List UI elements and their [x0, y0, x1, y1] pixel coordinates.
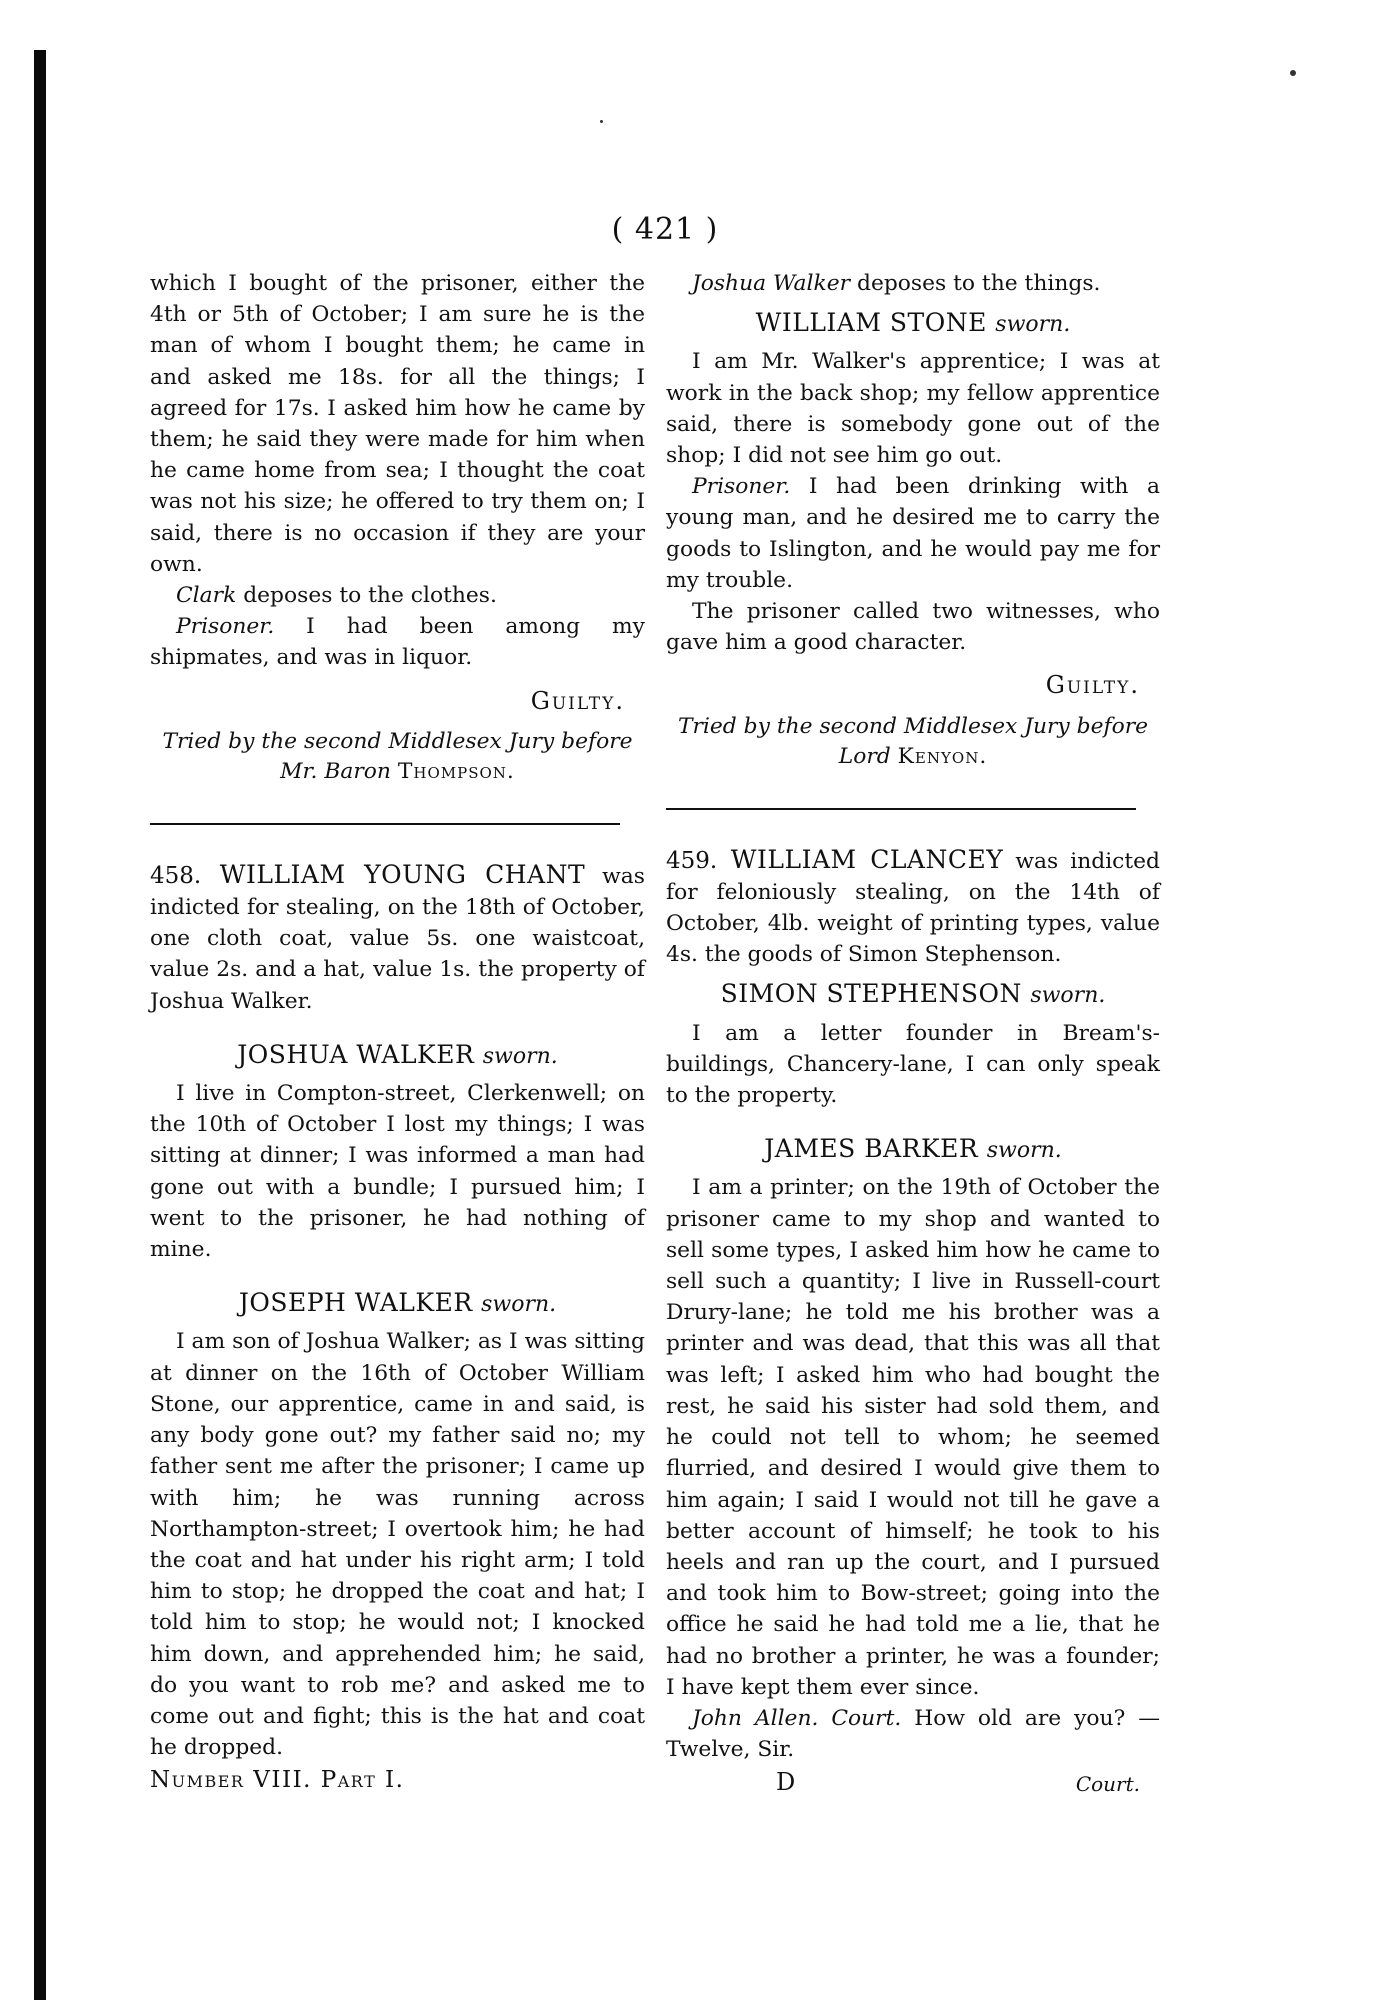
catchword: Court. — [1075, 1772, 1140, 1797]
witness-name: John Allen. — [692, 1705, 819, 1731]
witness-heading: WILLIAM STONE sworn. — [755, 308, 1071, 338]
judge-name: Thompson. — [397, 758, 515, 784]
prisoner-statement: Prisoner. I had been among my shipmates, and was in liquor. — [150, 614, 645, 671]
left-column — [150, 268, 645, 1797]
section-divider — [666, 808, 1136, 810]
witness-heading: JOSHUA WALKER sworn. — [237, 1039, 558, 1069]
verdict: Guilty. — [530, 686, 625, 715]
prisoner-label: Prisoner. — [176, 614, 275, 640]
case-number: 458. — [150, 862, 202, 889]
testimony-paragraph: I am a printer; on the 19th of October the prisoner came to my shop and wanted to sell some types, I asked him how he came to sell such a quantity; I live in Russell-court Drury-lane; he told me his brother was a printer and was dead, that this was all that was left; I asked him who had bought the rest, he said his sister had sold them, and he could not tell to whom; he seemed flurried, and desired I would give them to him again; I said I would not till he gave a better account of himself; he took to his heels and ran up the court, and I pursued and took him to Bow-street; going into the office he said he had told me a lie, that he had no brother a printer, he was a founder; I have kept them ever since. — [666, 1175, 1160, 1700]
deposition-paragraph: Clark deposes to the clothes. — [176, 583, 497, 609]
testimony-paragraph: I am Mr. Walker's apprentice; I was at work in the back shop; my fellow apprentice said, there is somebody gone out of the shop; I did not see him go out. — [666, 349, 1160, 469]
indictment-text: was indicted for stealing, on the 18th of October, one cloth coat, value 5s. one waistcoat, value 2s. and a hat, value 1s. the property of Joshua Walker. — [150, 863, 645, 1014]
ink-speck — [1290, 70, 1296, 76]
signature-footer: Number VIII. Part I. — [150, 1767, 405, 1794]
testimony-paragraph: I am son of Joshua Walker; as I was sitting at dinner on the 16th of October William Stone, our apprentice, came in and said, is any body gone out? my father said no; my father sent me after the prisoner; I came up with him; he was running across Northampton-street; I overtook him; he had the coat and hat under his right arm; I told him to stop; he dropped the coat and hat; I told him to stop; he would not; I knocked him down, and apprehended him; he said, do you want to rob me? and asked me to come out and fight; this is the hat and coat he dropped. — [150, 1329, 645, 1761]
testimony-paragraph: I live in Compton-street, Clerkenwell; on the 10th of October I lost my things; I was sitting at dinner; I was informed a man had gone out with a bundle; I pursued him; I went to the prisoner, he had nothing of mine. — [150, 1081, 645, 1263]
witnesses-note: The prisoner called two witnesses, who gave him a good character. — [666, 599, 1160, 656]
tried-by-note: Tried by the second Middlesex Jury before Lord Kenyon. — [677, 713, 1149, 769]
witness-name: Clark — [176, 583, 237, 609]
prisoner-statement: Prisoner. I had been drinking with a young man, and he desired me to carry the goods to Islington, and he would pay me for my trouble. — [666, 474, 1160, 593]
page-footer — [666, 1767, 1160, 1801]
case-heading-458 — [150, 859, 645, 1017]
section-divider — [150, 823, 620, 825]
defendant-name: WILLIAM CLANCEY — [717, 844, 1004, 874]
testimony-paragraph: I am a letter founder in Bream's-buildings, Chancery-lane, I can only speak to the property. — [666, 1020, 1160, 1109]
deposition-paragraph: Joshua Walker deposes to the things. — [692, 271, 1101, 296]
binding-edge — [34, 50, 46, 2000]
signature-mark: D — [776, 1768, 796, 1797]
verdict: Guilty. — [1045, 671, 1140, 700]
case-number: 459. — [666, 847, 718, 874]
witness-name: Joshua Walker — [692, 271, 851, 296]
witness-heading: SIMON STEPHENSON sworn. — [720, 979, 1106, 1009]
prisoner-label: Prisoner. — [692, 474, 791, 500]
court-question: John Allen. Court. How old are you? —Twelve, Sir. — [666, 1705, 1160, 1763]
ink-speck — [600, 120, 603, 123]
tried-by-note: Tried by the second Middlesex Jury before Mr. Baron Thompson. — [162, 728, 633, 784]
court-label: Court. — [818, 1705, 902, 1731]
witness-heading: JOSEPH WALKER sworn. — [238, 1288, 557, 1318]
defendant-name: WILLIAM YOUNG CHANT — [201, 859, 586, 889]
page-number: ( 421 ) — [611, 212, 719, 247]
indictment-text: was indicted for feloniously stealing, on the 14th of October, 4lb. weight of printing types, value 4s. the goods of Simon Stephenson. — [666, 848, 1160, 968]
judge-name: Kenyon. — [897, 743, 988, 769]
right-column — [666, 268, 1160, 1801]
case-heading-459 — [666, 844, 1160, 971]
witness-heading: JAMES BARKER sworn. — [764, 1134, 1062, 1164]
testimony-paragraph: which I bought of the prisoner, either the 4th or 5th of October; I am sure he is the man of whom I bought them; he came in and asked me 18s. for all the things; I agreed for 17s. I asked him how he came by them; he said they were made for him when he came home from sea; I thought the coat was not his size; he offered to try them on; I said, there is no occasion if they are your own. — [150, 271, 645, 577]
